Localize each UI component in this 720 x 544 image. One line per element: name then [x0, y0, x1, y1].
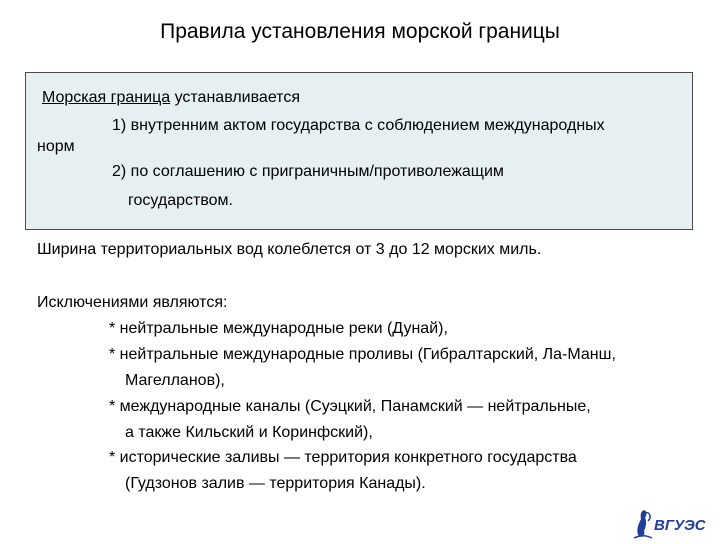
exception-line: * исторические заливы — территория конкретного государства — [109, 449, 577, 466]
exceptions-heading: Исключениями являются: — [37, 294, 228, 311]
exception-line: (Гудзонов залив — территория Канады). — [125, 475, 426, 492]
university-logo — [632, 505, 712, 539]
box-item-2-cont: государством. — [128, 192, 233, 209]
box-item-1: 1) внутренним актом государства с соблюдением международных — [112, 117, 605, 134]
slide-title: Правила установления морской границы — [160, 20, 560, 43]
figure-icon — [632, 505, 712, 539]
exception-line: Магелланов), — [125, 372, 225, 389]
box-intro — [42, 88, 300, 108]
exception-line: * международные каналы (Суэцкий, Панамский — нейтральные, — [109, 398, 591, 415]
box-item-2: 2) по соглашению с приграничным/противолежащим — [112, 163, 504, 180]
exception-line: * нейтральные международные проливы (Гибралтарский, Ла-Манш, — [109, 346, 616, 363]
width-text: Ширина территориальных вод колеблется от 3 до 12 морских миль. — [37, 241, 542, 258]
box-item-1-cont: норм — [37, 138, 75, 155]
intro-underlined: Морская граница — [42, 89, 171, 106]
exception-line: * нейтральные международные реки (Дунай), — [109, 320, 448, 337]
logo-text: ВГУЭС — [654, 517, 706, 534]
intro-rest: устанавливается — [170, 89, 300, 106]
exception-line: а также Кильский и Коринфский), — [125, 424, 373, 441]
